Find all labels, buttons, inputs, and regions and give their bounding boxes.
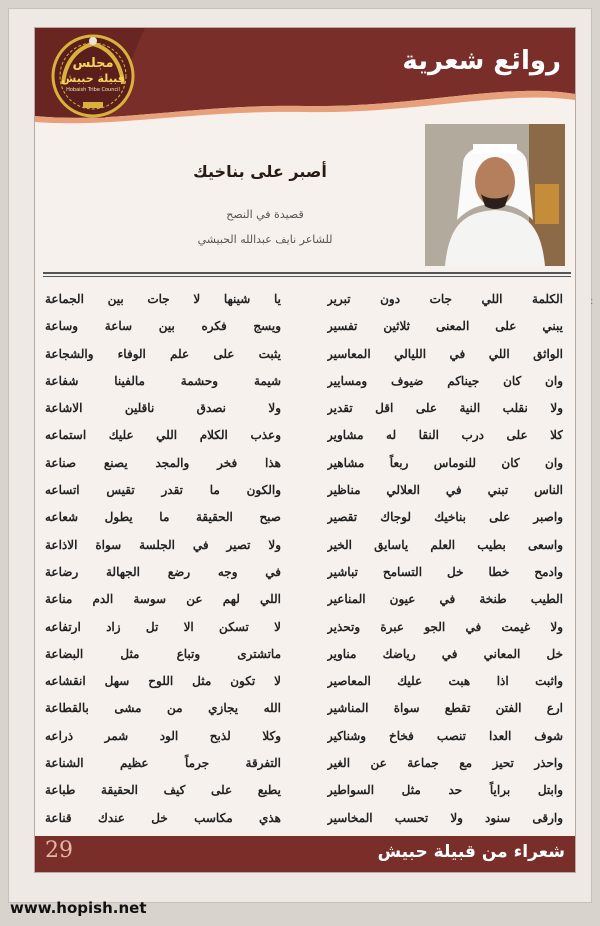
footer-title: شعراء من قبيلة حبيش [377, 842, 565, 862]
verse-line: يطبع على كيف الحقيقة طباعة [45, 783, 281, 798]
verse-line: الطيب طنخة في عيون المناعير [327, 592, 563, 607]
verse-line: كلا على درب النقا له مشاوير [327, 428, 563, 443]
verse-line: في وجه رضع الجهالة رضاعة [45, 564, 281, 579]
verse-line: صبح الحقيقة ما يطول شعاعه [45, 510, 281, 525]
poem-column-right [327, 286, 563, 832]
verse-line: واسعى بطيب العلم ياسايق الخير [327, 537, 563, 552]
verse-line: ولا غيمت في الجو عبرة وتحذير [327, 619, 563, 634]
verse-line: هذي مكاسب خل عندك قناعة [45, 810, 281, 825]
section-title: روائع شعرية [402, 46, 561, 76]
verse-line: الواثق اللي في الليالي المعاسير [327, 346, 563, 361]
verse-line: ولا نصدق ناقلين الاشاعة [45, 401, 281, 416]
verse-line: والكون ما تقدر تقيس اتساعه [45, 483, 281, 498]
verse-line: يثبت على علم الوفاء والشجاعة [45, 346, 281, 361]
divider-line-thin [43, 276, 571, 277]
verse-line: الله يجازي من مشى بالقطاعة [45, 701, 281, 716]
magazine-page [34, 27, 576, 873]
verse-line: واحذر تحيز مع جماعة عن الغير [327, 756, 563, 771]
poem-column-left [45, 286, 281, 832]
verse-line: الناس تبني في العلالي مناظير [327, 483, 563, 498]
logo-text-majlis: مجلس [72, 56, 114, 71]
verse-line: وكلا لذبح الود شمر ذراعه [45, 728, 281, 743]
verse-line: وعذب الكلام اللي عليك استماعه [45, 428, 281, 443]
verse-line: التفرقة جرماً عظيم الشناعة [45, 756, 281, 771]
footer-bar [35, 836, 575, 872]
verse-line: الكلمة اللي جات دون تبرير [327, 292, 563, 306]
verse-line: ولا تصير في الجلسة سواة الاذاعة [45, 537, 281, 552]
tribe-council-logo [49, 32, 137, 120]
verse-line: واثبت اذا هبت عليك المعاصير [327, 674, 563, 689]
verse-line: ماتشترى وتباع مثل البضاعة [45, 646, 281, 661]
verse-line: واصبر على بناخيك لوجاك تقصير [327, 510, 563, 525]
verse-line: يا شينها لا جات بين الجماعة [45, 292, 281, 306]
verse-line: شيمة وحشمة مالفينا شفاعة [45, 373, 281, 388]
verse-line: ويسج فكره بين ساعة وساعة [45, 319, 281, 334]
verse-line: يبني على المعنى ثلاثين تفسير [327, 319, 563, 334]
verse-line: لا تسكن الا تل زاد ارتفاعه [45, 619, 281, 634]
verse-line: خل المعاني في رياضك مناوير [327, 646, 563, 661]
divider-line [43, 272, 571, 274]
verse-line: وابتل براياً حد مثل السواطير [327, 783, 563, 798]
verse-line: شوف العدا تنصب فخاخ وشناكير [327, 728, 563, 743]
poem-poet: للشاعر نايف عبدالله الحبيشي [197, 233, 333, 246]
verse-line: وادمح خطا خل التسامح تباشير [327, 564, 563, 579]
verse-line: وارقى سنود ولا تحسب المخاسير [327, 810, 563, 825]
verse-line: وان كان جيناكم ضيوف ومسايير [327, 373, 563, 388]
logo-text-tribe: قبيلة حبيش [61, 72, 125, 85]
verse-line: ولا نقلب النية على اقل تقدير [327, 401, 563, 416]
side-mark: : [590, 296, 594, 307]
verse-line: اللي لهم عن سوسة الدم مناعة [45, 592, 281, 607]
verse-line: وان كان للنوماس ربعاً مشاهير [327, 455, 563, 470]
header-banner [35, 28, 575, 124]
verse-line: هذا فخر والمجد يصنع صناعة [45, 455, 281, 470]
verse-line: ارع الفتن تقطع سواة المناشير [327, 701, 563, 716]
poet-photo [425, 124, 565, 266]
verse-line: لا تكون مثل اللوح سهل انقشاعه [45, 674, 281, 689]
website-watermark[interactable]: www.hopish.net [10, 899, 147, 917]
page-number: 29 [45, 838, 73, 863]
poem-subtitle: قصيدة في النصح [226, 208, 304, 221]
poem-title: أصبر على بناخيك [193, 162, 327, 181]
logo-text-english: Hobaish Tribe Council [66, 87, 120, 93]
